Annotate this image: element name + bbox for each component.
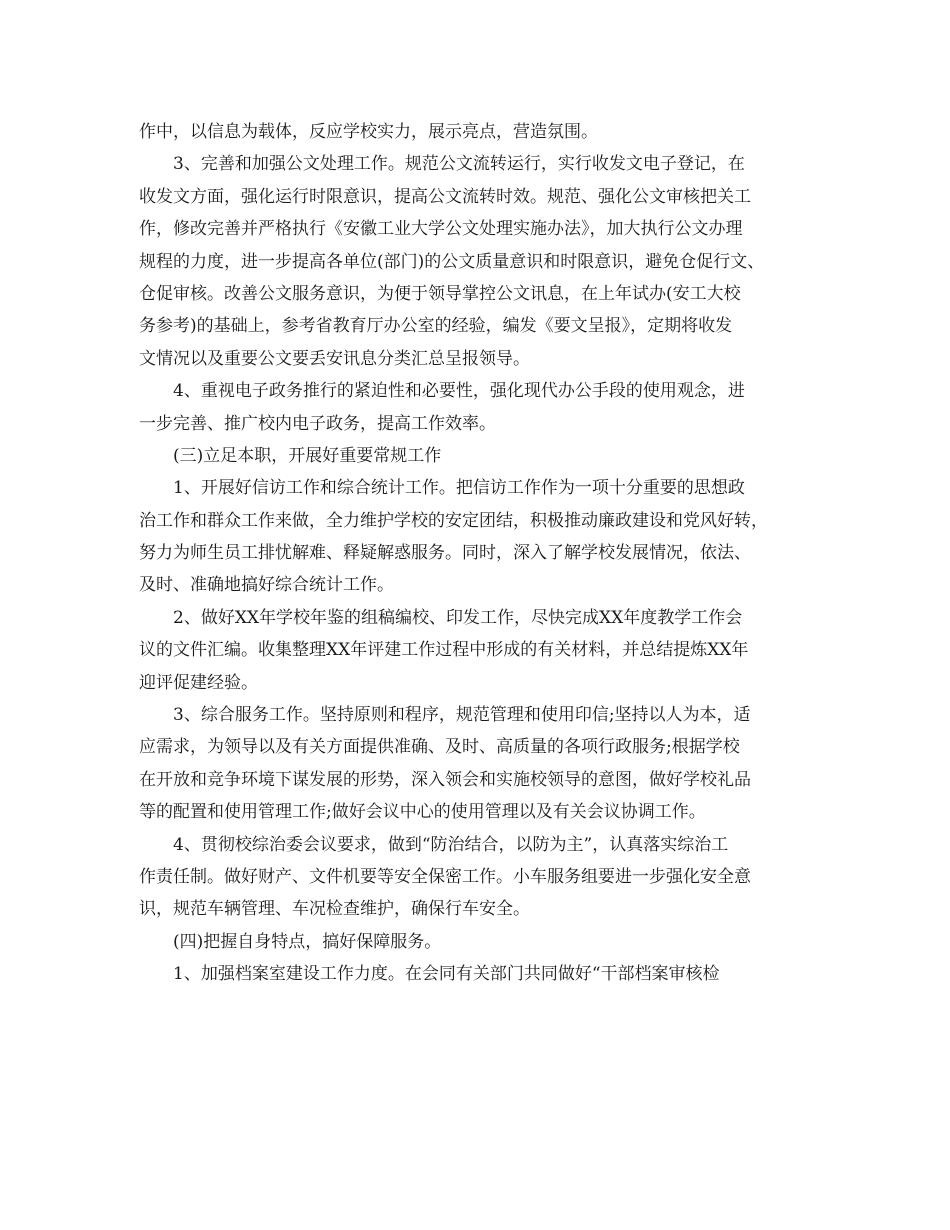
text-line: 3、综合服务工作。坚持原则和程序，规范管理和使用印信;坚持以人为本，适: [173, 705, 751, 726]
text-line: 4、贯彻校综治委会议要求，做到“防治结合，以防为主”，认真落实综治工: [173, 834, 729, 855]
text-line: 收发文方面，强化运行时限意识，提高公文流转时效。规范、强化公文审核把关工: [139, 186, 751, 207]
text-line: 2、做好XX年学校年鉴的组稿编校、印发工作，尽快完成XX年度教学工作会: [173, 607, 743, 628]
text-line: 努力为师生员工排忧解难、释疑解惑服务。同时，深入了解学校发展情况，依法、: [139, 543, 751, 564]
document-body: [139, 116, 819, 991]
text-line: 议的文件汇编。收集整理XX年评建工作过程中形成的有关材料，并总结提炼XX年: [139, 640, 749, 661]
text-line: 等的配置和使用管理工作;做好会议中心的使用管理以及有关会议协调工作。: [139, 802, 706, 823]
text-line: 仓促审核。改善公文服务意识，为便于领导掌控公文讯息，在上年试办(安工大校: [139, 283, 741, 304]
text-line: 务参考)的基础上，参考省教育厅办公室的经验，编发《要文呈报》，定期将收发: [139, 316, 733, 337]
text-line: (三)立足本职，开展好重要常规工作: [173, 445, 442, 466]
text-line: 治工作和群众工作来做，全力维护学校的安定团结，积极推动廉政建设和党风好转，: [139, 510, 768, 531]
text-line: 识，规范车辆管理、车况检查维护，确保行车安全。: [139, 899, 530, 920]
text-line: (四)把握自身特点，搞好保障服务。: [173, 931, 442, 952]
text-line: 在开放和竞争环境下谋发展的形势，深入领会和实施校领导的意图，做好学校礼品: [139, 769, 751, 790]
text-line: 作责任制。做好财产、文件机要等安全保密工作。小车服务组要进一步强化安全意: [139, 866, 751, 887]
text-line: 3、完善和加强公文处理工作。规范公文流转运行，实行收发文电子登记，在: [173, 154, 745, 175]
text-line: 应需求，为领导以及有关方面提供准确、及时、高质量的各项行政服务;根据学校: [139, 737, 740, 758]
text-line: 作中，以信息为载体，反应学校实力，展示亮点，营造氛围。: [139, 122, 598, 142]
text-line: 迎评促建经验。: [139, 672, 258, 693]
text-line: 1、开展好信访工作和综合统计工作。把信访工作作为一项十分重要的思想政: [173, 478, 745, 499]
text-line: 及时、准确地搞好综合统计工作。: [139, 575, 394, 596]
text-line: 规程的力度，进一步提高各单位(部门)的公文质量意识和时限意识，避免仓促行文、: [139, 251, 765, 272]
text-line: 作，修改完善并严格执行《安徽工业大学公文处理实施办法》，加大执行公文办理: [139, 219, 743, 240]
text-line: 一步完善、推广校内电子政务，提高工作效率。: [139, 413, 496, 434]
text-line: 4、重视电子政务推行的紧迫性和必要性，强化现代办公手段的使用观念，进: [173, 381, 745, 402]
text-line: 文情况以及重要公文要丢安讯息分类汇总呈报领导。: [139, 348, 530, 369]
text-line: 1、加强档案室建设工作力度。在会同有关部门共同做好“干部档案审核检: [173, 964, 720, 985]
